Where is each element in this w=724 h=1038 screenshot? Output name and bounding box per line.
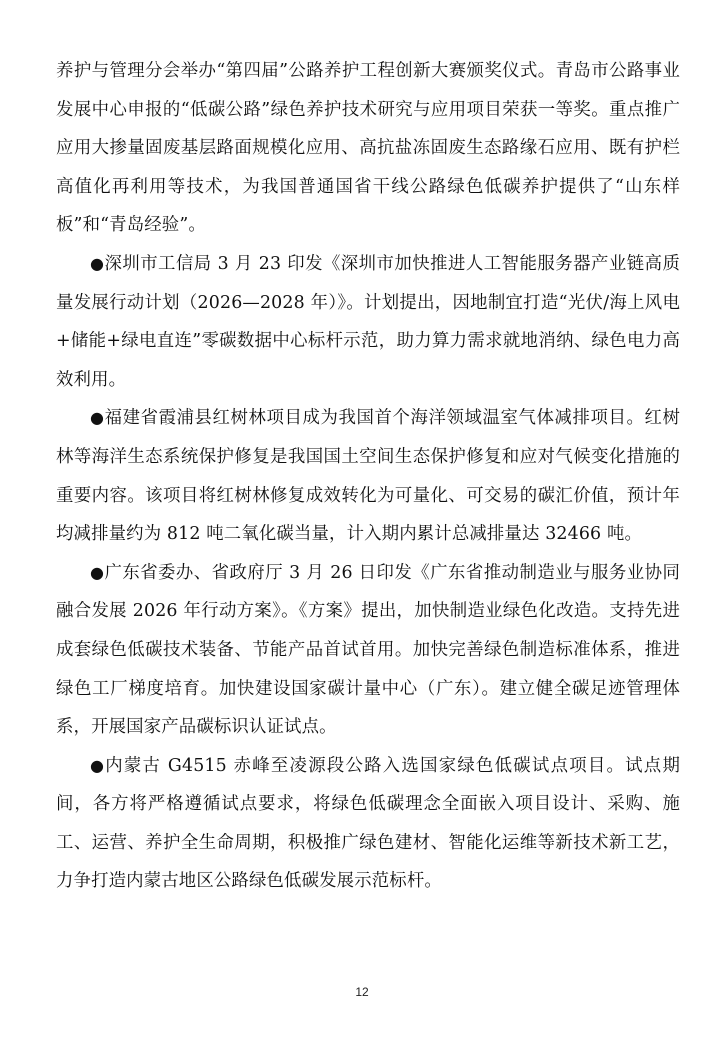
paragraph-guangdong-manufacturing-plan <box>56 554 680 747</box>
bullet-icon: ● <box>90 408 105 428</box>
paragraph-text: 福建省霞浦县红树林项目成为我国首个海洋领域温室气体减排项目。红树林等海洋生态系统保护修复是我国国土空间生态保护修复和应对气候变化措施的重要内容。该项目将红树林修复成效转化为可量化、可交易的碳汇价值，预计年均减排量约为 812 吨二氧化碳当量，计入期内累计总减排量达 32466 吨。 <box>56 408 680 545</box>
paragraph-text: 广东省委办、省政府厅 3 月 26 日印发《广东省推动制造业与服务业协同融合发展 2026 年行动方案》。《方案》提出，加快制造业绿色化改造。支持先进成套绿色低碳技术装备、节能产品首试首用。加快完善绿色制造标准体系，推进绿色工厂梯度培育。加快建设国家碳计量中心（广东）。建立健全碳足迹管理体系，开展国家产品碳标识认证试点。 <box>56 562 680 738</box>
bullet-icon: ● <box>90 755 106 775</box>
paragraph-road-maintenance-award <box>56 52 680 245</box>
page-number: 12 <box>355 985 369 999</box>
paragraph-text: 深圳市工信局 3 月 23 印发《深圳市加快推进人工智能服务器产业链高质量发展行动计划（2026—2028 年）》。计划提出，因地制宜打造“光伏/海上风电+储能+绿电直连”零碳数据中心标杆示范，助力算力需求就地消纳、绿色电力高效利用。 <box>56 253 680 390</box>
paragraph-fujian-mangrove-project <box>56 399 680 553</box>
paragraph-text: 养护与管理分会举办“第四届”公路养护工程创新大赛颁奖仪式。青岛市公路事业发展中心申报的“低碳公路”绿色养护技术研究与应用项目荣获一等奖。重点推广应用大掺量固废基层路面规模化应用、高抗盐冻固废生态路缘石应用、既有护栏高值化再利用等技术，为我国普通国省干线公路绿色低碳养护提供了“山东样板”和“青岛经验”。 <box>56 61 680 236</box>
document-body <box>56 52 680 901</box>
bullet-icon: ● <box>90 253 105 273</box>
paragraph-inner-mongolia-road-pilot <box>56 747 680 901</box>
paragraph-shenzhen-ai-server-plan <box>56 245 680 399</box>
paragraph-text: 内蒙古 G4515 赤峰至凌源段公路入选国家绿色低碳试点项目。试点期间，各方将严格遵循试点要求，将绿色低碳理念全面嵌入项目设计、采购、施工、运营、养护全生命周期，积极推广绿色建材、智能化运维等新技术新工艺，力争打造内蒙古地区公路绿色低碳发展示范标杆。 <box>56 755 680 892</box>
bullet-icon: ● <box>90 562 105 582</box>
